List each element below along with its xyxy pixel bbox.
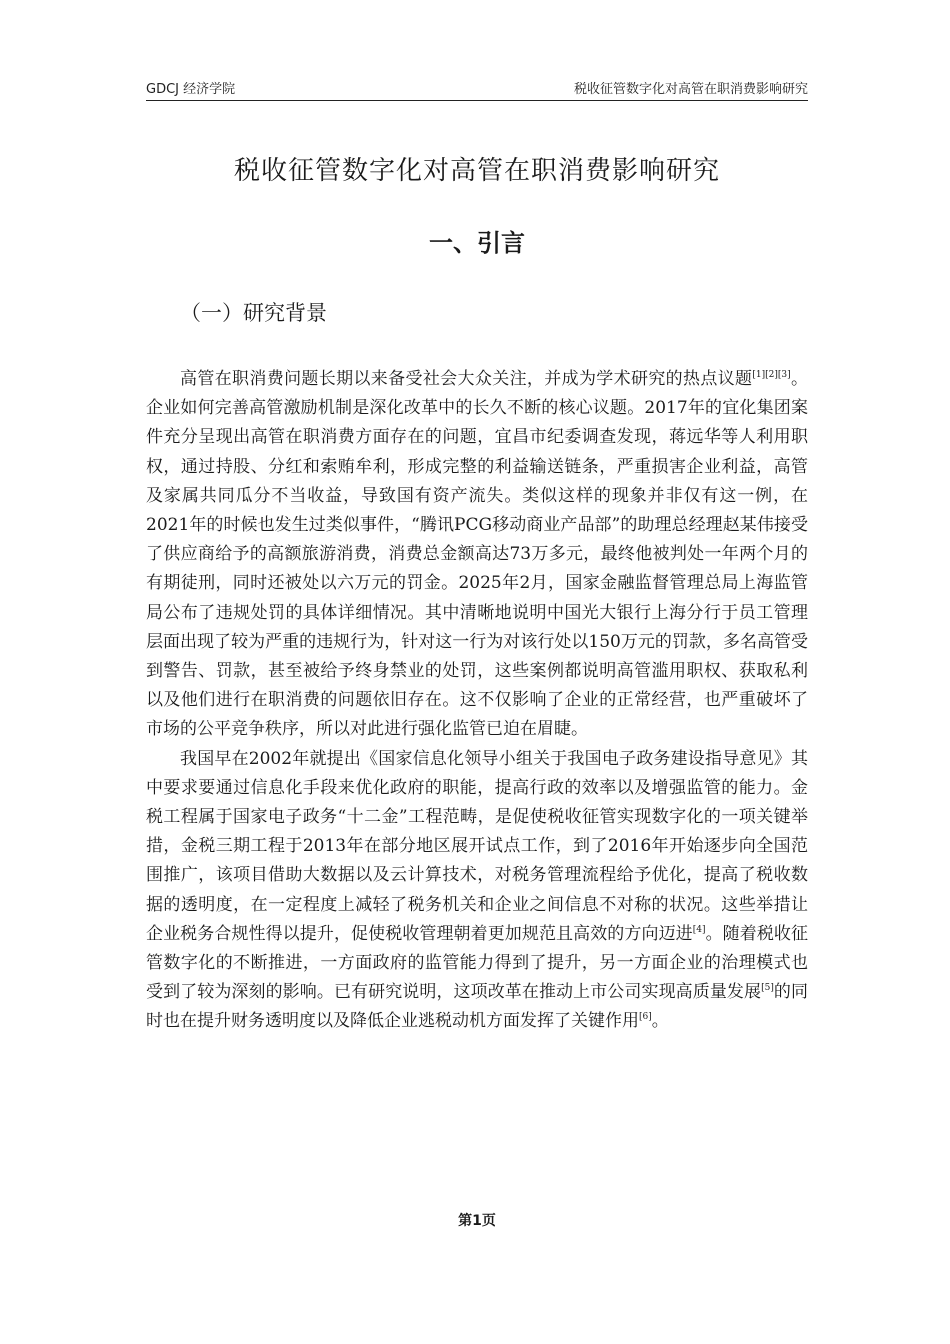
header-running-title: 税收征管数字化对高管在职消费影响研究 <box>573 82 808 97</box>
citation-marker: [4] <box>692 924 706 935</box>
page-number: 第1页 <box>458 1213 496 1229</box>
citation-marker: [5] <box>761 983 774 994</box>
paper-title: 税收征管数字化对高管在职消费影响研究 <box>233 156 720 186</box>
paragraph-text: 。 <box>651 1011 669 1032</box>
paragraph-text: 。企业如何完善高管激励机制是深化改革中的长久不断的核心议题。2017年的宜化集团案件充分呈现出高管在职消费方面存在的问题，宜昌市纪委调查发现，蒋远华等人利用职权，通过持股、分红和索贿牟利，形成完整的利益输送链条，严重损害企业利益，高管及家属共同瓜分不当收益，导致国有资产流失。类似这样的现象并非仅有这一例，在2021年的时候也发生过类似事件，“腾讯PCG移动商业产品部”的助理总经理赵某伟接受了供应商给予的高额旅游消费，消费总金额高达73万多元，最终他被判处一年两个月的有期徒刑，同时还被处以六万元的罚金。2025年2月，国家金融监督管理总局上海监管局公布了违规处罚的具体详细情况。其中清晰地说明中国光大银行上海分行于员工管理层面出现了较为严重的违规行为，针对这一行为对该行处以150万元的罚款，多名高管受到警告、罚款，甚至被给予终身禁业的处罚，这些案例都说明高管滥用职权、获取私利以及他们进行在职消费的问题依旧存在。这不仅影响了企业的正常经营，也严重破坏了市场的公平竞争秩序，所以对此进行强化监管已迫在眉睫。 <box>146 369 809 740</box>
section-heading: 一、引言 <box>429 229 525 257</box>
paragraph-text: 的同时也在提升财务透明度以及降低企业逃税动机方面发挥了关键作用 <box>146 982 808 1032</box>
body-paragraph <box>146 365 808 745</box>
body-paragraph <box>146 745 808 1037</box>
page-header <box>146 78 808 101</box>
body-text <box>146 365 808 1037</box>
citation-marker: [6] <box>639 1012 652 1023</box>
paragraph-text: 。随着税收征管数字化的不断推进，一方面政府的监管能力得到了提升，另一方面企业的治理模式也受到了较为深刻的影响。已有研究说明，这项改革在推动上市公司实现高质量发展 <box>146 923 809 1003</box>
paragraph-text: 高管在职消费问题长期以来备受社会大众关注，并成为学术研究的热点议题 <box>180 369 753 389</box>
paragraph-text: 我国早在2002年就提出《国家信息化领导小组关于我国电子政务建设指导意见》其中要求要通过信息化手段来优化政府的职能，提高行政的效率以及增强监管的能力。金税工程属于国家电子政务“十二金”工程范畴，是促使税收征管实现数字化的一项关键举措，金税三期工程于2013年在部分地区展开试点工作，到了2016年开始逐步向全国范围推广，该项目借助大数据以及云计算技术，对税务管理流程给予优化，提高了税收数据的透明度，在一定程度上减轻了税务机关和企业之间信息不对称的状况。这些举措让企业税务合规性得以提升，促使税收管理朝着更加规范且高效的方向迈进 <box>146 748 808 944</box>
citation-marker: [1][2][3] <box>752 370 791 380</box>
header-institution: GDCJ 经济学院 <box>146 82 236 97</box>
subsection-heading: （一）研究背景 <box>180 301 327 325</box>
